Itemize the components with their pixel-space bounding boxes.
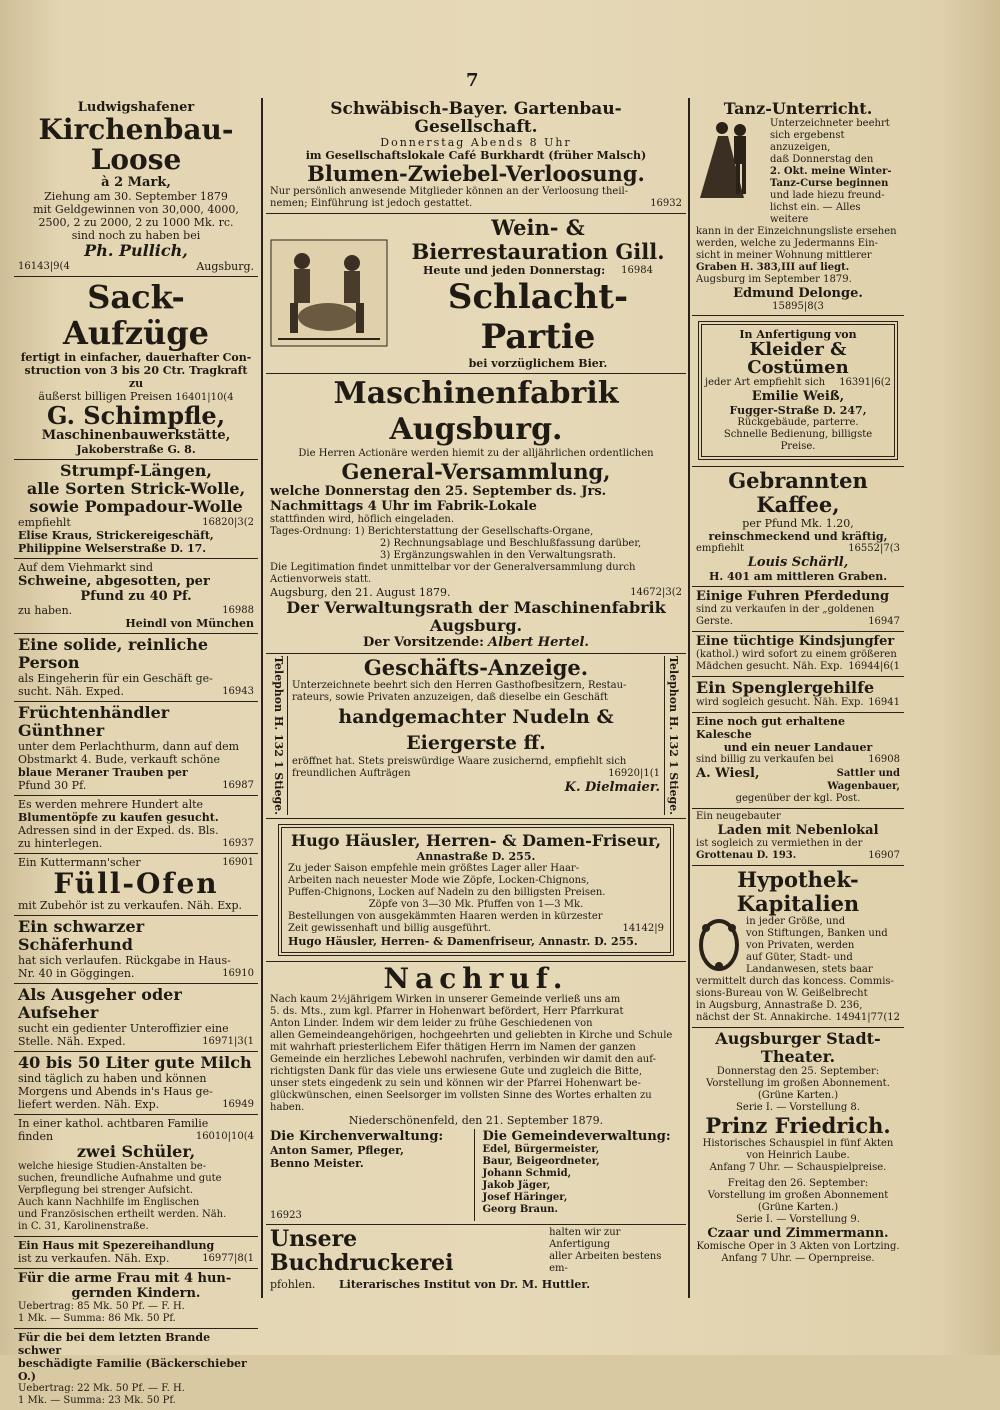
page-number: 7 <box>466 70 479 91</box>
ad-hugo-haeusler: Hugo Häusler, Herren- & Damen-Friseur, Annastraße D. 255. Zu jeder Saison empfehle mein größtes Lager aller Haar- Arbeiten nach neuester Mode wie Zöpfe, Locken-Chignons, Puffen-Chignons, Locken auf Nadeln zu den billigsten Preisen. Zöpfe von 3—30 Mk. Pfuffen von 1—3 Mk. Bestellungen von ausgekämmten Haaren werden in kürzester Zeit gewissenhaft und billig ausgeführt. 14142|9 Hugo Häusler, Herren- & Damenfriseur, Annastr. D. 255. <box>266 819 686 962</box>
ad-kirchenbau-loose: Ludwigshafener Kirchenbau-Loose à 2 Mark, Ziehung am 30. September 1879 mit Geldgewinnen von 30,000, 4000, 2500, 2 zu 2000, 2 zu 1000 Mk. rc. sind noch zu haben bei Ph. Pullich, 16143|9(4 Augsburg. <box>14 98 258 277</box>
ad-tanz-unterricht: Tanz-Unterricht. Unterzeichneter beehrt sich ergebenst anzuzeigen, daß Donnerstag den 2. Okt. meine Winter- Tanz-Curse beginnen und lade hiezu freund- lichst ein. — Alles weitere kann in der Einzeichnungsliste ersehen werden, welche zu Jedermanns Ein- sicht in meiner Wohnung mittlerer Graben H. 383,III auf liegt. Augsburg im September 1879. Edmund Delonge. 15895|8(3 <box>692 98 904 316</box>
ad-restauration-gill: Wein- & Bierrestauration Gill. Heute und jeden Donnerstag: 16984 Schlacht-Partie bei vorzüglichem Bier. <box>266 214 686 374</box>
ad-spenglergehilfe: Ein Spenglergehilfe wird sogleich gesucht. Näh. Exp. 16941 <box>692 677 904 713</box>
ad-brand-familie: Für die bei dem letzten Brande schwer beschädigte Familie (Bäckerschieber O.) Uebertrag: 22 Mk. 50 Pf. — F. H. 1 Mk. — Summa: 23 Mk. 50 Pf. <box>18 1331 247 1406</box>
ad-nachruf: Nachruf. Nach kaum 2½jährigem Wirken in unserer Gemeinde verließ uns am 5. ds. Mts., zum kgl. Pfarrer in Hohenwart befördert, Herr Pfarrkurat Anton Linder. Indem wir dem leider zu frühe Geschiedenen von allen Gemeindeangehörigen, hochgeehrten und geliebten in Kirche und Schule mit wahrhaft priesterlichem Eifer thätigen Herrn im Namen der ganzen Gemeinde ein herzliches Lebewohl nachrufen, verbinden wir damit den auf- richtigsten Dank für das viele uns erwiesene Gute und zugleich die Bitte, unser stets eingedenk zu sein und können wir der Pfarrei Hohenwart be- glückwünschen, einen Seelsorger im vollsten Sinne des Wortes erhalten zu haben. Niederschönenfeld, den 21. September 1879. Die Kirchenverwaltung: Anton Samer, Pfleger, Benno Meister. 16923 Die Gemeindeverwaltung: Edel, Bürgermeister, Baur, Beigeordneter, Johann Schmid, Jakob Jäger, Josef Häringer, Georg Braun. <box>266 962 686 1225</box>
column-rule <box>261 98 263 1298</box>
ad-zwei-schueler: In einer kathol. achtbaren Familie finden 16010|10(4 zwei Schüler, welche hiesige Studien-Anstalten be- suchen, freundliche Aufnahme und gute Verpflegung bei strenger Aufsicht. Auch kann Nachhilfe im Englischen und Französischen ertheilt werden. Näh. in C. 31, Karolinenstraße. <box>14 1115 258 1237</box>
ad-hypothek-kapitalien: Hypothek-Kapitalien in jeder Größe, und von Stiftungen, Banken und von Privaten, werden auf Güter, Stadt- und Landanwesen, stets baar vermittelt durch das koncess. Commis- sions-Bureau von W. Geißelbrecht in Augsburg, Annastraße D. 236, nächst der St. Annakirche. 14941|77(12 <box>692 866 904 1028</box>
ad-geschaefts-anzeige: Telephon H. 132 1 Stiege. Geschäfts-Anzeige. Unterzeichnete beehrt sich den Herren Gasthofbesitzern, Restau- rateurs, sowie Privaten anzuzeigen, daß dieselbe ein Geschäft handgemachter Nudeln & Eiergerste ff. eröffnet hat. Stets preiswürdige Waare zusichernd, empfiehlt sich freundlichen Aufträgen 16920|1(1 K. Dielmaier. Telephon H. 132 1 Stiege. <box>266 654 686 819</box>
ad-blumentoepfe: Es werden mehrere Hundert alte Blumentöpfe zu kaufen gesucht. Adressen sind in der Exped. ds. Bls. zu hinterlegen. 16937 <box>14 796 258 854</box>
ad-buchdruckerei: Unsere Buchdruckerei halten wir zur Anfertigung aller Arbeiten bestens em- <box>270 1226 662 1277</box>
ad-arme-frau: Für die arme Frau mit 4 hun- gernden Kindern. Uebertrag: 85 Mk. 50 Pf. — F. H. 1 Mk. — Summa: 86 Mk. 50 Pf. <box>14 1269 258 1329</box>
ornament-wreath-icon <box>696 916 742 974</box>
ad-gebrannter-kaffee: Gebrannten Kaffee, per Pfund Mk. 1.20, reinschmeckend und kräftig, empfiehlt 16552|7(3 Louis Schärll, H. 401 am mittleren Graben. <box>692 467 904 587</box>
column-rule <box>688 98 690 1298</box>
ad-kalesche: Eine noch gut erhaltene Kalesche und ein neuer Landauer sind billig zu verkaufen bei 16908 A. Wiesl, Sattler und Wagenbauer, gegenüber der kgl. Post. <box>692 713 904 809</box>
ad-strumpf-laengen: Strumpf-Längen, alle Sorten Strick-Wolle, sowie Pompadour-Wolle empfiehlt 16820|3(2 Elise Kraus, Strickereigeschäft, Philippine Welserstraße D. 17. <box>14 460 258 559</box>
ad-ausgeher: Als Ausgeher oder Aufseher sucht ein gedienter Unteroffizier eine Stelle. Näh. Exped. 16971|3(1 <box>14 984 258 1052</box>
ad-kindsjungfer: Eine tüchtige Kindsjungfer (kathol.) wird sofort zu einem größeren Mädchen gesucht. Näh. Exp. 16944|6(1 <box>692 632 904 677</box>
ad-schweine: Auf dem Viehmarkt sind Schweine, abgesotten, per Pfund zu 40 Pf. zu haben. 16988 Heindl von München <box>14 559 258 634</box>
ad-sack-aufzuege: Sack-Aufzüge fertigt in einfacher, dauerhafter Con- struction von 3 bis 20 Ctr. Tragkraft zu äußerst billigen Preisen 16401|10(4 G. Schimpfle, Maschinenbauwerkstätte, Jakoberstraße G. 8. <box>14 277 258 460</box>
ad-pferdedung: Einige Fuhren Pferdedung sind zu verkaufen in der „goldenen Gerste. 16947 <box>692 587 904 632</box>
ad-fruechtenhaendler: Früchtenhändler Günthner unter dem Perlachthurm, dann auf dem Obstmarkt 4. Bude, verkauft schöne blaue Meraner Trauben per Pfund 30 Pf. 16987 <box>14 702 258 796</box>
ad-schaeferhund: Ein schwarzer Schäferhund hat sich verlaufen. Rückgabe in Haus- Nr. 40 in Göggingen. 16910 <box>14 916 258 984</box>
ad-maschinenfabrik: Maschinenfabrik Augsburg. Die Herren Actionäre werden hiemit zu der alljährlichen ordentlichen General-Versammlung, welche Donnerstag den 25. September ds. Jrs. Nachmittags 4 Uhr im Fabrik-Lokale stattfinden wird, höflich eingeladen. Tages-Ordnung: 1) Berichterstattung der Gesellschafts-Organe, 2) Rechnungsablage und Beschlußfassung darüber, 3) Ergänzungswahlen in den Verwaltungsrath. Die Legitimation findet unmittelbar vor der Generalversammlung durch Actienvorweis statt. Augsburg, den 21. August 1879. 14672|3(2 Der Verwaltungsrath der Maschinenfabrik Augsburg. Der Vorsitzende: Albert Hertel. <box>266 374 686 654</box>
ad-gartenbau-gesellschaft: Schwäbisch-Bayer. Gartenbau-Gesellschaft. Donnerstag Abends 8 Uhr im Gesellschaftslokale Café Burkhardt (früher Malsch) Blumen-Zwiebel-Verloosung. Nur persönlich anwesende Mitglieder können an der Verloosung theil- nemen; Einführung ist jedoch gestattet. 16932 <box>266 98 686 214</box>
dancing-couple-icon <box>696 118 766 202</box>
column-middle: Schwäbisch-Bayer. Gartenbau-Gesellschaft. Donnerstag Abends 8 Uhr im Gesellschaftslokale Café Burkhardt (früher Malsch) Blumen-Zwiebel-Verloosung. Nur persönlich anwesende Mitglieder können an der Verloosung theil- nemen; Einführung ist jedoch gestattet. 16932 Wein- & Bierrestauration Gill. Heute und jeden Donnerstag: 16984 Schlacht-Partie bei vorzüglichem Bier. Maschinenfabrik Augsburg. Die Herren Actionäre werden hiemit zu der alljährlichen ordentlichen General-Versammlung, welche Donnerstag den 25. September ds. Jrs. Nachmittags 4 Uhr im Fabrik-Lokale stattfinden wird, höflich eingeladen. Tages-Ordnung: 1) Berichterstattung der Gesellschafts-Organe, 2) Rechnungsablage und Beschlußfassung darüber, 3) Ergänzungswahlen in den Verwaltungsrath. Die Legitimation findet unmittelbar vor der Generalversammlung durch Actienvorweis statt. Augsburg, den 21. August 1879. 14672|3(2 Der Verwaltungsrath der Maschinenfabrik Augsburg. Der Vorsitzende: Albert Hertel. Telephon H. 132 1 Stiege. Geschäfts-Anzeige. Unterzeichnete beehrt sich den Herren Gasthofbesitzern, Restau- rateurs, sowie Privaten anzuzeigen, daß dieselbe ein Geschäft handgemachter Nudeln & Eiergerste ff. eröffnet hat. Stets preiswürdige Waare zusichernd, empfiehlt sich freundlichen Aufträgen 16920|1(1 K. Dielmaier. Telephon H. 132 1 Stiege. Hugo Häusler, Herren- & Damen-Friseur, Annastraße D. 255. Zu jeder Saison empfehle mein größtes Lager aller Haar- Arbeiten nach neuester Mode wie Zöpfe, Locken-Chignons, Puffen-Chignons, Locken auf Nadeln zu den billigsten Preisen. Zöpfe von 3—30 Mk. Pfuffen von 1—3 Mk. Bestellungen von ausgekämmten Haaren werden in kürzester Zeit gewissenhaft und billig ausgeführt. 14142|9 Hugo Häusler, Herren- & Damenfriseur, Annastr. D. 255. Nachruf. Nach kaum 2½jährigem Wirken in unserer Gemeinde verließ uns am 5. ds. Mts., zum kgl. Pfarrer in Hohenwart befördert, Herr Pfarrkurat Anton Linder. Indem wir dem leider zu frühe Geschiedenen von allen Gemeindeangehörigen, hochgeehrten und geliebten in Kirche und Schule mit wahrhaft priesterlichem Eifer thätigen Herrn im Namen der ganzen Gemeinde ein herzliches Lebewohl nachrufen, verbinden wir damit den auf- richtigsten Dank für das viele uns erwiesene Gute und zugleich die Bitte, unser stets eingedenk zu sein und können wir der Pfarrei Hohenwart be- glückwünschen, einen Seelsorger im vollsten Sinne des Wortes erhalten zu haben. Niederschönenfeld, den 21. September 1879. Die Kirchenverwaltung: Anton Samer, Pfleger, Benno Meister. 16923 Die Gemeindeverwaltung: Edel, Bürgermeister, Baur, Beigeordneter, Johann Schmid, Jakob Jäger, Josef Häringer, Georg Braun. Unsere Buchdruckerei halten wir zur Anfertigung aller Arbeiten bestens em- pfohlen. Literarisches Institut von Dr. M. Huttler. <box>266 98 686 1303</box>
ad-fuell-ofen: Ein Kuttermann'scher 16901 Füll-Ofen mit Zubehör ist zu verkaufen. Näh. Exp. <box>14 854 258 916</box>
butcher-illustration-icon <box>270 239 388 347</box>
ad-stadt-theater: Augsburger Stadt-Theater. Donnerstag den 25. September: Vorstellung im großen Abonnement. (Grüne Karten.) Serie I. — Vorstellung 8. Prinz Friedrich. Historisches Schauspiel in fünf Akten von Heinrich Laube. Anfang 7 Uhr. — Schauspielpreise. Freitag den 26. September: Vorstellung im großen Abonnement (Grüne Karten.) Serie I. — Vorstellung 9. Czaar und Zimmermann. Komische Oper in 3 Akten von Lortzing. Anfang 7 Uhr. — Opernpreise. <box>696 1029 900 1264</box>
column-right <box>692 98 904 1298</box>
ad-eingeherin: Eine solide, reinliche Person als Eingeherin für ein Geschäft ge- sucht. Näh. Exped. 16943 <box>14 634 258 702</box>
ad-laden: Ein neugebauter Laden mit Nebenlokal ist sogleich zu vermiethen in der Grottenau D. 193. 16907 <box>692 809 904 866</box>
ad-milch: 40 bis 50 Liter gute Milch sind täglich zu haben und können Morgens und Abends in's Haus ge- liefert werden. Näh. Exp. 16949 <box>14 1052 258 1115</box>
column-left <box>14 98 258 1406</box>
ad-kleider-costueme: In Anfertigung von Kleider & Costümen jeder Art empfiehlt sich 16391|6(2 Emilie Weiß, Fugger-Straße D. 247, Rückgebäude, parterre. Schnelle Bedienung, billigste Preise. <box>692 316 904 467</box>
ad-haus: Ein Haus mit Spezereihandlung ist zu verkaufen. Näh. Exp. 16977|8(1 <box>14 1237 258 1269</box>
